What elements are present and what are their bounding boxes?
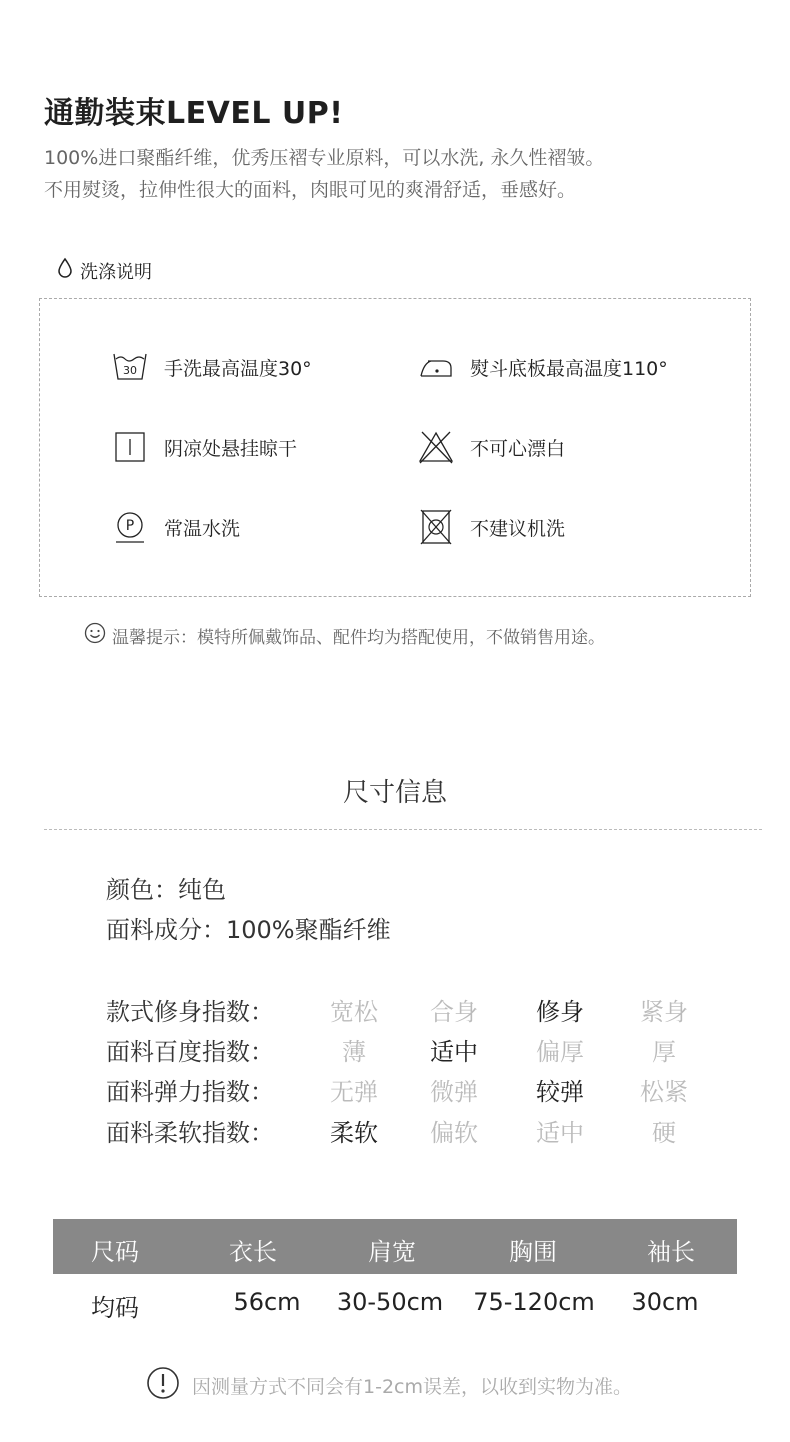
care-item-hand-wash — [112, 349, 312, 385]
wash-instructions-label — [56, 257, 152, 284]
index-option: 较弹 — [536, 1078, 584, 1106]
section-divider — [44, 829, 762, 830]
table-cell: 75-120cm — [473, 1288, 595, 1316]
note-text: 因测量方式不同会有1-2cm误差，以收到实物为准。 — [192, 1376, 632, 1398]
care-text-line-dry: 阴凉处悬挂晾干 — [164, 437, 298, 460]
care-item-iron — [418, 349, 668, 385]
index-option: 偏厚 — [536, 1038, 584, 1066]
care-text-iron: 熨斗底板最高温度110° — [470, 357, 668, 380]
index-label: 面料柔软指数： — [106, 1119, 274, 1147]
table-cell: 56cm — [233, 1288, 301, 1316]
tip-text: 温馨提示：模特所佩戴饰品、配件均为搭配使用，不做销售用途。 — [112, 628, 605, 648]
table-cell: 30-50cm — [336, 1288, 444, 1316]
index-option: 宽松 — [330, 998, 378, 1026]
index-option: 微弹 — [430, 1078, 478, 1106]
care-item-p-wash — [112, 509, 240, 545]
do-not-tumble-dry-icon — [418, 509, 454, 545]
index-option: 无弹 — [330, 1078, 378, 1106]
index-option: 适中 — [430, 1038, 478, 1066]
professional-clean-p-icon — [112, 509, 148, 545]
care-item-no-machine — [418, 509, 565, 545]
material-line: 面料成分：100%聚酯纤维 — [106, 916, 391, 944]
index-label: 款式修身指数： — [106, 998, 274, 1026]
care-text-hand-wash: 手洗最高温度30° — [164, 357, 312, 380]
smiley-icon — [84, 622, 106, 649]
intro-line-2: 不用熨烫，拉伸性很大的面料，肉眼可见的爽滑舒适，垂感好。 — [44, 179, 577, 201]
intro-text — [44, 142, 604, 206]
wash-instructions-box — [39, 298, 751, 597]
intro-line-1: 100%进口聚酯纤维，优秀压褶专业原料，可以水洗, 永久性褶皱。 — [44, 147, 605, 169]
table-cell: 30cm — [631, 1288, 699, 1316]
index-option: 适中 — [536, 1119, 584, 1147]
index-option: 柔软 — [330, 1119, 378, 1147]
index-option: 合身 — [430, 998, 478, 1026]
table-header-cell: 胸围 — [509, 1238, 557, 1266]
hand-wash-30-icon — [112, 349, 148, 385]
index-label: 面料弹力指数： — [106, 1078, 274, 1106]
svg-text:30: 30 — [123, 364, 137, 377]
care-text-no-machine: 不建议机洗 — [470, 517, 566, 540]
index-option: 薄 — [342, 1038, 366, 1066]
size-section-title: 尺寸信息 — [342, 778, 447, 808]
headline: 通勤装束LEVEL UP! — [44, 96, 344, 131]
color-line: 颜色：纯色 — [106, 876, 226, 904]
index-option: 偏软 — [430, 1119, 478, 1147]
exclamation-circle-icon — [146, 1366, 180, 1405]
measurement-note — [146, 1366, 632, 1405]
svg-text:P: P — [125, 518, 135, 534]
table-cell: 均码 — [91, 1294, 139, 1322]
index-option: 厚 — [652, 1038, 676, 1066]
index-option: 修身 — [536, 998, 584, 1026]
table-header-cell: 肩宽 — [368, 1238, 416, 1266]
care-item-line-dry — [112, 429, 297, 465]
table-header-cell: 袖长 — [647, 1238, 695, 1266]
table-row — [53, 1288, 737, 1328]
care-text-no-bleach: 不可心漂白 — [470, 437, 566, 460]
index-option: 紧身 — [640, 998, 688, 1026]
index-label: 面料百度指数： — [106, 1038, 274, 1066]
size-table-header — [53, 1219, 737, 1274]
line-dry-shade-icon — [112, 429, 148, 465]
index-option: 松紧 — [640, 1078, 688, 1106]
do-not-bleach-icon — [418, 429, 454, 465]
care-item-no-bleach — [418, 429, 565, 465]
care-text-p-wash: 常温水洗 — [164, 517, 241, 540]
water-drop-icon — [56, 257, 74, 284]
table-header-cell: 尺码 — [91, 1238, 139, 1266]
index-option: 硬 — [652, 1119, 676, 1147]
wash-label-text: 洗涤说明 — [80, 261, 152, 283]
table-header-cell: 衣长 — [229, 1238, 277, 1266]
tip — [84, 622, 605, 649]
iron-110-icon — [418, 349, 454, 385]
